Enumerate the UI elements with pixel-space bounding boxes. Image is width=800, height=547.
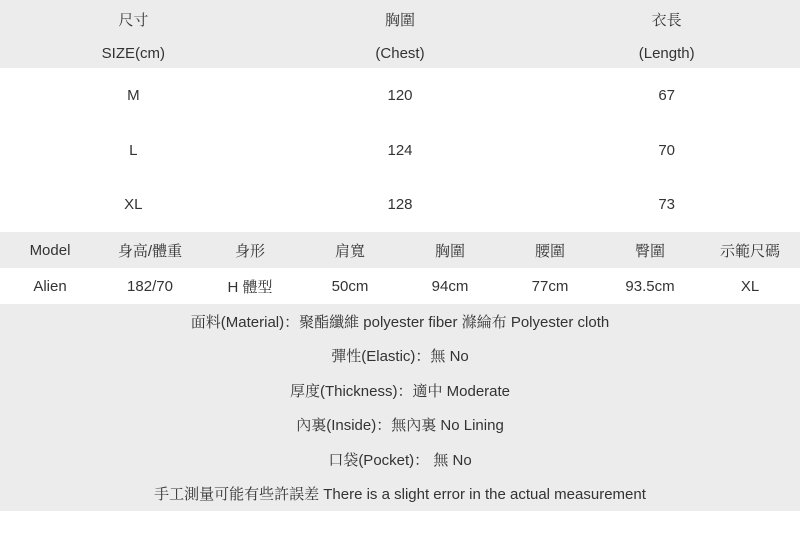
cell-demo-size: XL: [740, 277, 760, 295]
cell-size: L: [129, 141, 138, 159]
cell-model-name: Alien: [33, 277, 67, 295]
size-table-header-col-length: [533, 0, 800, 68]
cell-body-shape: H 體型: [227, 278, 273, 296]
header-chest-en: (Chest): [375, 45, 425, 62]
cell-waist: 77cm: [531, 277, 569, 295]
cell-chest: 128: [387, 196, 413, 214]
size-row-m: [0, 68, 800, 123]
cell-length: 67: [658, 86, 676, 104]
size-table-header-col-size: [0, 0, 267, 68]
cell-height-weight: 182/70: [127, 277, 173, 295]
cell-length: 70: [658, 141, 676, 159]
header-chest-zh: 胸圍: [385, 12, 416, 29]
spec-elastic: 彈性(Elastic)：無 No: [331, 348, 469, 366]
header-length-zh: 衣長: [651, 12, 682, 29]
cell-size: M: [127, 86, 140, 104]
size-table-header-col-chest: [267, 0, 534, 68]
cell-shoulder: 50cm: [331, 277, 369, 295]
size-table-body: [0, 68, 800, 232]
cell-size: XL: [124, 196, 143, 214]
header-size-zh: 尺寸: [118, 12, 149, 29]
header-shoulder: 肩寬: [334, 242, 365, 260]
spec-inside: 內裏(Inside)：無內裏 No Lining: [296, 417, 504, 435]
product-specs: [0, 304, 800, 511]
header-hip: 臀圍: [634, 242, 665, 260]
cell-length: 73: [658, 196, 676, 214]
size-row-xl: [0, 177, 800, 232]
header-model: Model: [29, 241, 71, 259]
header-chest: 胸圍: [434, 242, 465, 260]
header-body-shape: 身形: [234, 242, 265, 260]
header-size-en: SIZE(cm): [101, 45, 165, 62]
size-row-l: [0, 123, 800, 178]
header-waist: 腰圍: [534, 242, 565, 260]
size-table-header: [0, 0, 800, 68]
cell-chest: 94cm: [431, 277, 469, 295]
spec-pocket: 口袋(Pocket)： 無 No: [328, 451, 472, 469]
model-table-row: [0, 268, 800, 304]
header-length-en: (Length): [638, 45, 695, 62]
cell-chest: 120: [387, 86, 413, 104]
cell-hip: 93.5cm: [625, 277, 675, 295]
spec-material: 面料(Material)：聚酯纖維 polyester fiber 滌綸布 Polyester cloth: [190, 313, 610, 331]
spec-measurement-note: 手工測量可能有些許誤差 There is a slight error in the actual measurement: [154, 486, 646, 504]
model-table-header: [0, 232, 800, 268]
bottom-whitespace: [0, 511, 800, 547]
cell-chest: 124: [387, 141, 413, 159]
header-demo-size: 示範尺碼: [719, 242, 780, 260]
header-height-weight: 身高/體重: [117, 242, 183, 260]
spec-thickness: 厚度(Thickness)：適中 Moderate: [289, 382, 511, 400]
